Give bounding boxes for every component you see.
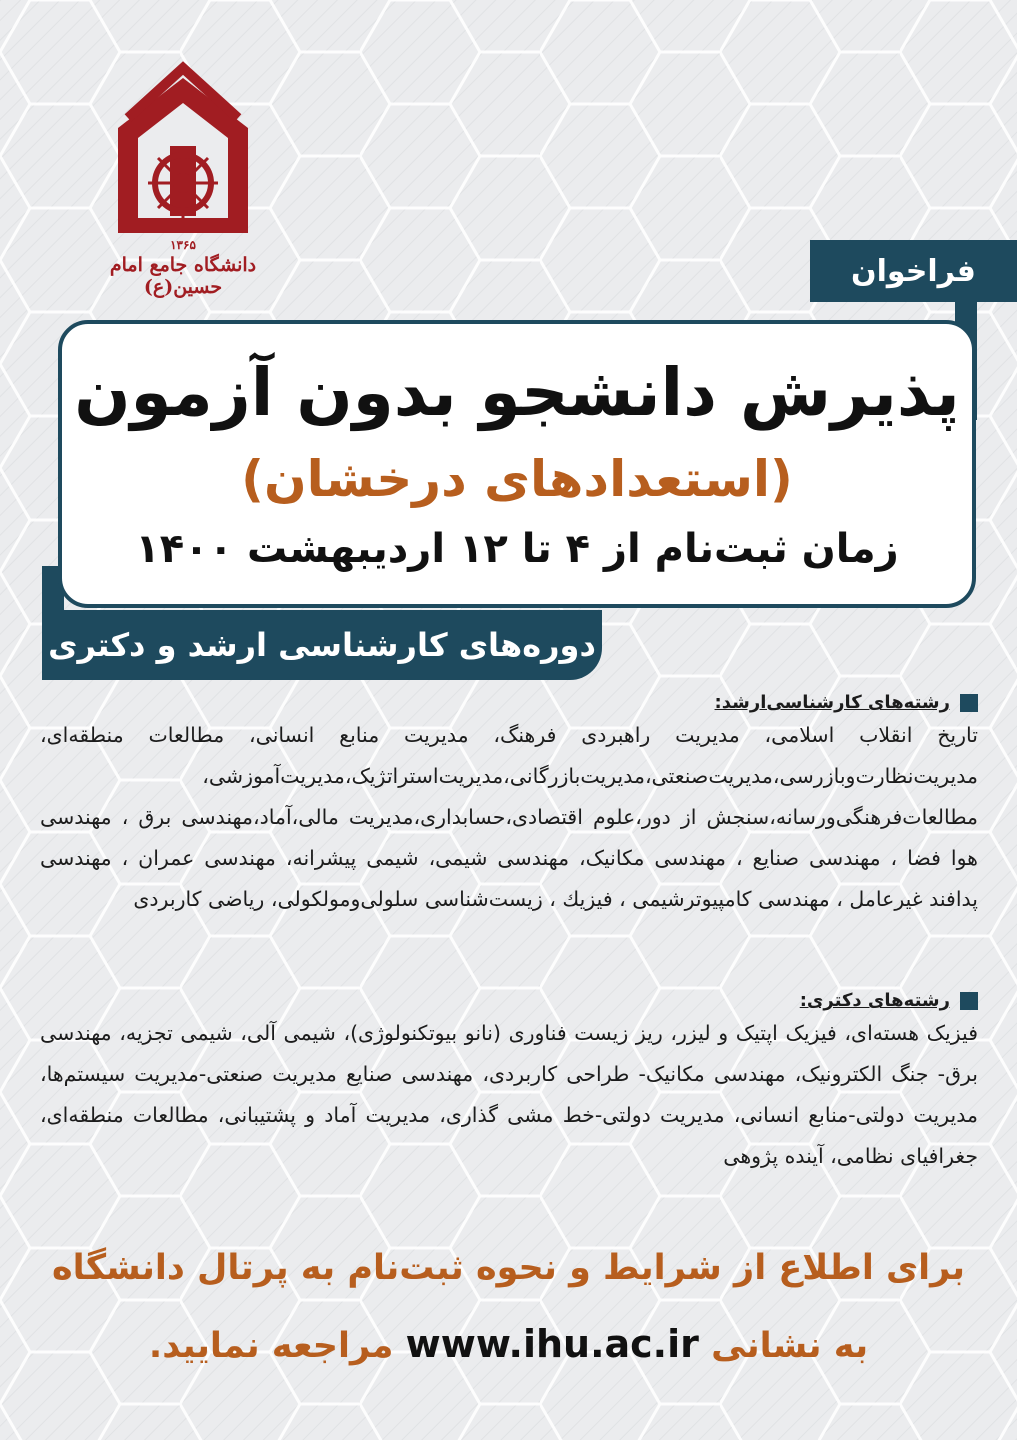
logo-name: دانشگاه جامع امام حسین(ع) bbox=[109, 254, 257, 298]
phd-section bbox=[40, 990, 978, 1177]
bullet-square-icon bbox=[960, 992, 978, 1010]
masters-title: رشته‌های کارشناسی‌ارشد: bbox=[714, 692, 950, 713]
subheadline: (استعدادهای درخشان) bbox=[241, 450, 793, 508]
courses-tag: دوره‌های کارشناسی ارشد و دکتری bbox=[42, 610, 602, 680]
masters-list: تاریخ انقلاب اسلامی، مدیریت راهبردی فرهنگ، مدیریت منابع انسانی، مطالعات منطقه‌ای، مدیریت‌نظارت‌وبازرسی،مدیریت‌صنعتی،مدیریت‌بازرگانی،مدیریت‌استراتژیک،مدیریت‌آموزشی، مطالعات‌فرهنگی‌ورسانه،سنجش از دور،علوم اقتصادی،حسابداری،مدیریت مالی،آماد،مهندسی برق ، مهندسی هوا فضا ، مهندسی صنایع ، مهندسی مکانیک، مهندسی شیمی، شیمی پیشرانه، مهندسی عمران ، مهندسی پدافند غیرعامل ، مهندسی کامپیوترشیمی ، فیزیك ، زیست‌شناسی سلولی‌ومولکولی، ریاضی کاربردی bbox=[40, 723, 978, 911]
registration-date: زمان ثبت‌نام از ۴ تا ۱۲ اردیبهشت ۱۴۰۰ bbox=[135, 526, 899, 572]
masters-heading bbox=[40, 692, 978, 713]
headline: پذیرش دانشجو بدون آزمون bbox=[74, 354, 960, 431]
logo-caption bbox=[88, 238, 278, 298]
portal-link[interactable]: www.ihu.ac.ir bbox=[405, 1322, 699, 1366]
masters-section bbox=[40, 692, 978, 920]
cta-line-2 bbox=[0, 1322, 1017, 1366]
call-tag: فراخوان bbox=[810, 240, 1017, 302]
logo-year: ۱۳۶۵ bbox=[170, 238, 196, 252]
phd-list: فیزیک هسته‌ای، فیزیک اپتیک و لیزر، ریز زیست فناوری (نانو بیوتکنولوژی)، شیمی آلی، شیمی تجزیه، مهندسی برق- جنگ الکترونیک، مهندسی مکانیک- طراحی کاربردی، مهندسی صنایع مدیریت صنعتی-مدیریت سیستم‌ها، مدیریت دولتی-منابع انسانی، مدیریت دولتی-خط مشی گذاری، مدیریت آماد و پشتیبانی، مطالعات منطقه‌ای، جغرافیای نظامی، آینده پژوهی bbox=[40, 1021, 978, 1168]
cta-before-url: به نشانی bbox=[711, 1326, 869, 1366]
phd-title: رشته‌های دکتری: bbox=[799, 990, 950, 1011]
cta-after-url: مراجعه نمایید. bbox=[148, 1326, 394, 1366]
headline-box bbox=[58, 320, 976, 608]
phd-heading bbox=[40, 990, 978, 1011]
cta-line-1: برای اطلاع از شرایط و نحوه ثبت‌نام به پرتال دانشگاه bbox=[51, 1248, 965, 1288]
bullet-square-icon bbox=[960, 694, 978, 712]
